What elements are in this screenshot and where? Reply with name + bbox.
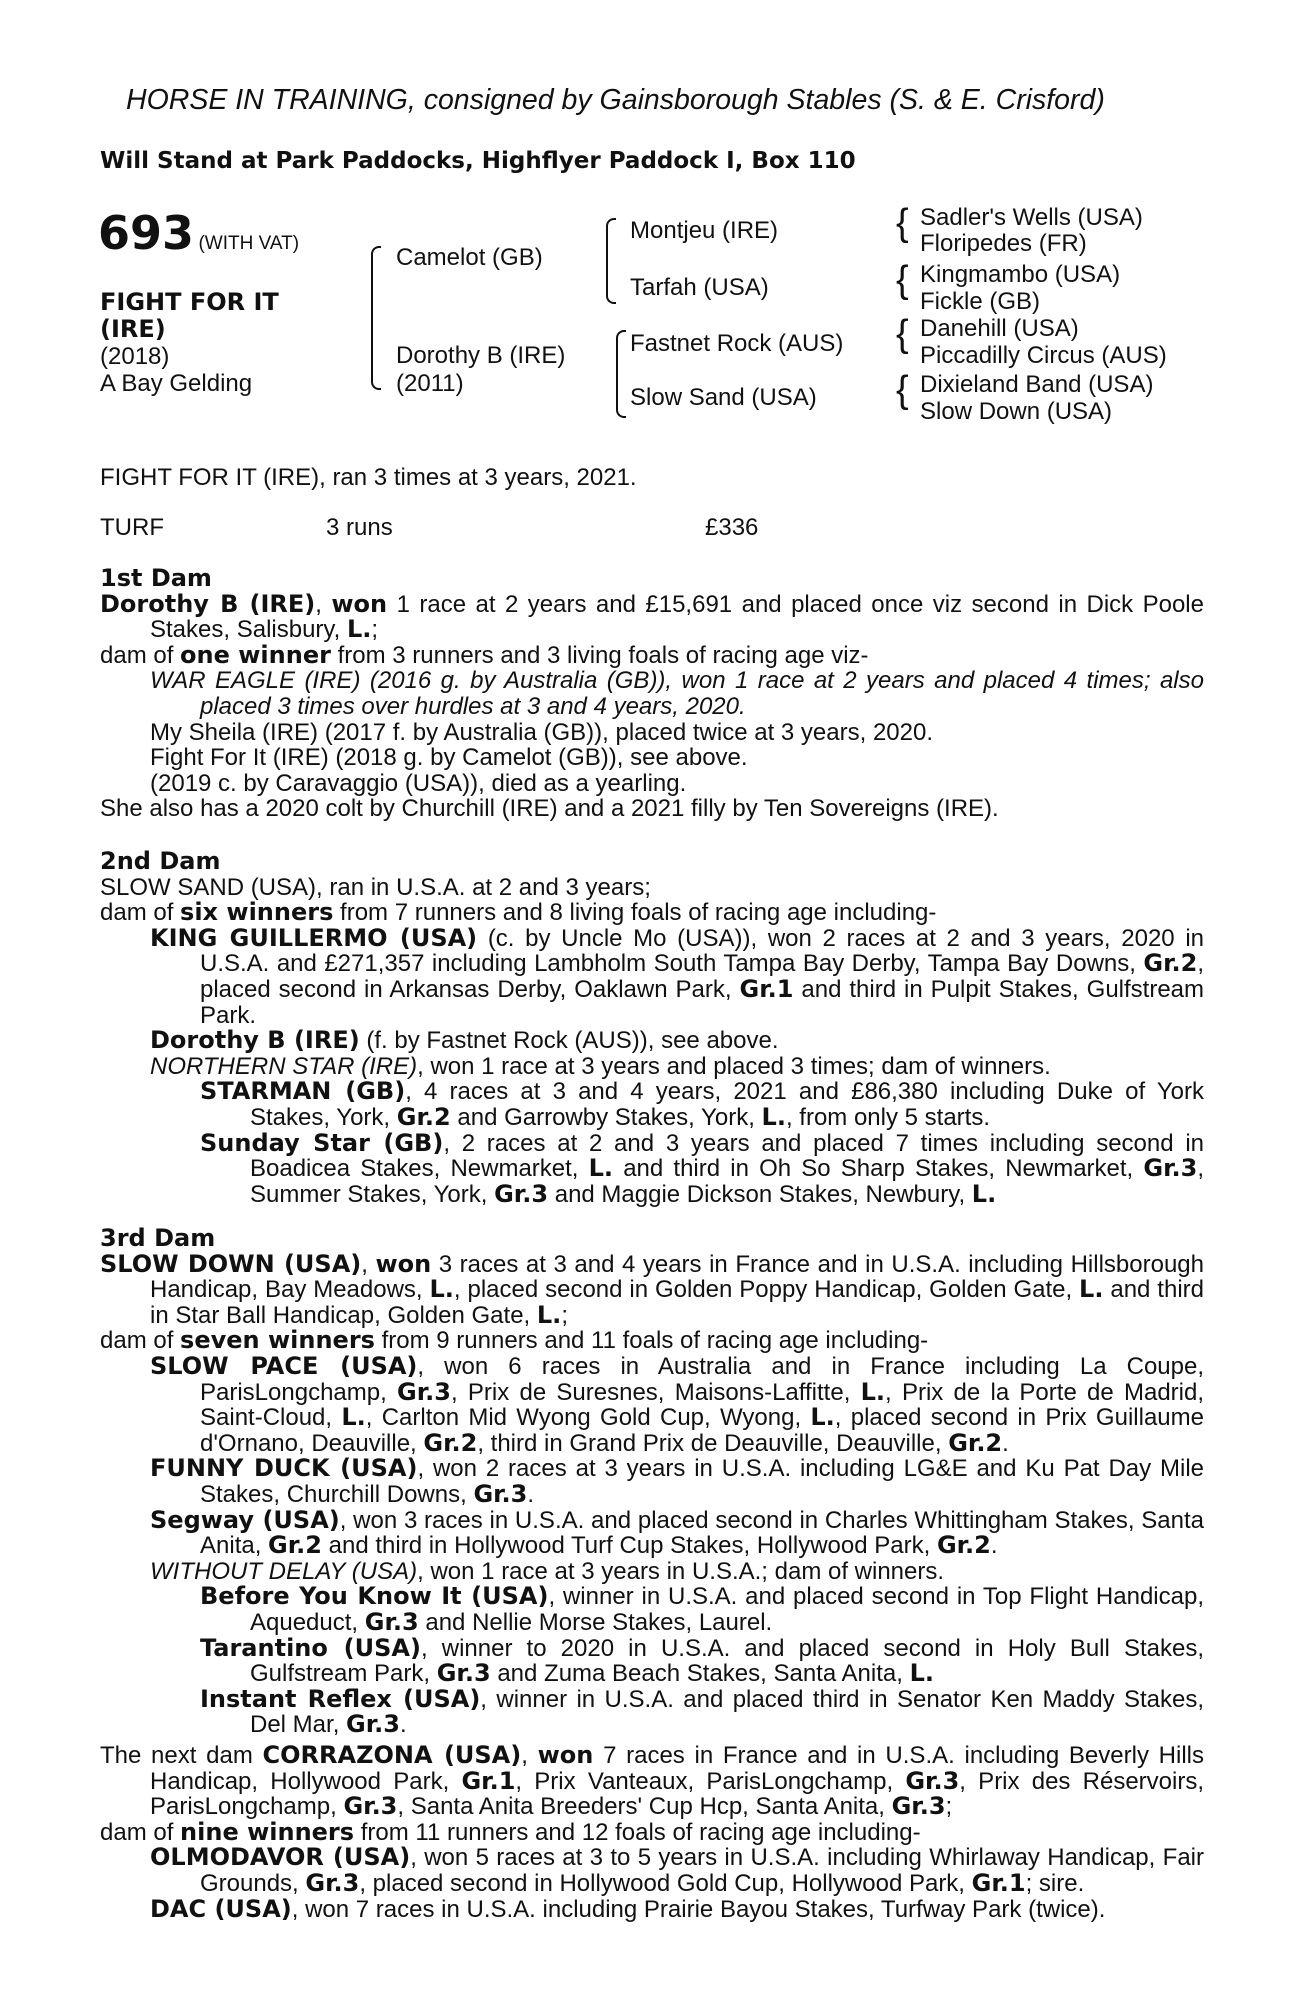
- vat-label: (WITH VAT): [198, 233, 300, 254]
- sunday-star: Sunday Star (GB), 2 races at 2 and 3 years and placed 7 times including second in Boadicea Stakes, Newmarket, L. and third in Oh So Sharp Stakes, Newmarket, Gr.3, Summer Stakes, York, Gr.3 and Maggie Dickson Stakes, Newbury, L.: [200, 1128, 1204, 1208]
- gg1: Sadler's Wells (USA): [920, 204, 1143, 231]
- segway: Segway (USA), won 3 races in U.S.A. and placed second in Charles Whittingham Stakes, Santa Anita, Gr.2 and third in Hollywood Turf Cup Stakes, Hollywood Park, Gr.2.: [150, 1505, 1205, 1560]
- gg5: Danehill (USA): [920, 315, 1079, 342]
- brace-g1: {: [896, 202, 909, 244]
- tarantino: Tarantino (USA), winner to 2020 in U.S.A. and placed second in Holy Bull Stakes, Gulfstream Park, Gr.3 and Zuma Beach Stakes, Santa Anita, L.: [200, 1633, 1204, 1688]
- first-dam-foal-3: Fight For It (IRE) (2018 g. by Camelot (GB)), see above.: [150, 744, 748, 772]
- gg8: Slow Down (USA): [920, 398, 1113, 425]
- brace-g2: {: [896, 259, 909, 301]
- lot-number: 693: [98, 206, 195, 260]
- corrazona: The next dam CORRAZONA (USA), won 7 races in France and in U.S.A. including Beverly Hills Handicap, Hollywood Park, Gr.1, Prix Vanteaux, ParisLongchamp, Gr.3, Prix des Réservoirs, ParisLongchamp, Gr.3, Santa Anita Breeders' Cup Hcp, Santa Anita, Gr.3;: [100, 1741, 1205, 1821]
- first-dam-produce: dam of one winner from 3 runners and 3 living foals of racing age viz-: [100, 640, 869, 669]
- first-dam-foal-1: WAR EAGLE (IRE) (2016 g. by Australia (GB)), won 1 race at 2 years and placed 4 times; also placed 3 times over hurdles at 3 and 4 years, 2020.: [150, 667, 1204, 720]
- dam-dam: Slow Sand (USA): [630, 384, 817, 411]
- king-guillermo: KING GUILLERMO (USA) (c. by Uncle Mo (USA)), won 2 races at 2 and 3 years, 2020 in U.S.A. and £271,357 including Lambholm South Tampa Bay Derby, Tampa Bay Downs, Gr.2, placed second in Arkansas Derby, Oaklawn Park, Gr.1 and third in Pulpit Stakes, Gulfstream Park.: [150, 923, 1205, 1029]
- horse-name-line1: FIGHT FOR IT: [100, 288, 279, 316]
- second-dam-section: [100, 849, 1204, 1207]
- slow-down: SLOW DOWN (USA), won 3 races at 3 and 4 years in France and in U.S.A. including Hillsborough Handicap, Bay Meadows, L., placed second in Golden Poppy Handicap, Golden Gate, L. and third in Star Ball Handicap, Golden Gate, L.;: [100, 1249, 1204, 1329]
- first-dam-record: Dorothy B (IRE), won 1 race at 2 years and £15,691 and placed once viz second in Dick Poole Stakes, Salisbury, L.;: [100, 589, 1204, 644]
- gg4: Fickle (GB): [920, 288, 1040, 315]
- starman: STARMAN (GB), 4 races at 3 and 4 years, 2021 and £86,380 including Duke of York Stakes, York, Gr.2 and Garrowby Stakes, York, L., from only 5 starts.: [200, 1077, 1204, 1131]
- sire-dam: Tarfah (USA): [630, 274, 769, 301]
- record-runs: 3 runs: [326, 514, 393, 541]
- without-delay: WITHOUT DELAY (USA), won 1 race at 3 years in U.S.A.; dam of winners.: [150, 1557, 945, 1585]
- first-dam-heading: 1st Dam: [100, 564, 212, 592]
- page-title: HORSE IN TRAINING, consigned by Gainsborough Stables (S. & E. Crisford): [126, 84, 1105, 116]
- third-dam-produce: dam of seven winners from 9 runners and 11 foals of racing age including-: [100, 1326, 929, 1355]
- dam: Dorothy B (IRE): [396, 342, 566, 369]
- brace-g4: {: [896, 369, 909, 411]
- brace-dam-line-b: [616, 374, 626, 418]
- record-earnings: £336: [705, 514, 759, 541]
- gg6: Piccadilly Circus (AUS): [920, 342, 1167, 369]
- brace-dam: [371, 314, 381, 390]
- gg2: Floripedes (FR): [920, 230, 1087, 257]
- brace-sire: [371, 246, 381, 316]
- sire: Camelot (GB): [396, 244, 543, 271]
- brace-g3: {: [896, 313, 909, 355]
- third-dam-section: [100, 1226, 1204, 1738]
- instant-reflex: Instant Reflex (USA), winner in U.S.A. and placed third in Senator Ken Maddy Stakes, Del Mar, Gr.3.: [200, 1684, 1205, 1739]
- first-dam-section: [100, 566, 1204, 822]
- first-dam-foal-2: My Sheila (IRE) (2017 f. by Australia (GB)), placed twice at 3 years, 2020.: [150, 718, 933, 746]
- gg7: Dixieland Band (USA): [920, 371, 1154, 398]
- northern-star: NORTHERN STAR (IRE), won 1 race at 3 years and placed 3 times; dam of winners.: [150, 1052, 1051, 1080]
- dam-year: (2011): [396, 370, 464, 397]
- horse-name-line2: (IRE): [100, 315, 166, 343]
- before-you-know-it: Before You Know It (USA), winner in U.S.A. and placed second in Top Flight Handicap, Aqueduct, Gr.3 and Nellie Morse Stakes, Laurel.: [200, 1582, 1204, 1636]
- sire-sire: Montjeu (IRE): [630, 217, 779, 244]
- dac: DAC (USA), won 7 races in U.S.A. including Prairie Bayou Stakes, Turfway Park (twice).: [150, 1894, 1106, 1923]
- second-dam-record: SLOW SAND (USA), ran in U.S.A. at 2 and 3 years;: [100, 873, 651, 901]
- slow-pace: SLOW PACE (USA), won 6 races in Australia and in France including La Coupe, ParisLongchamp, Gr.3, Prix de Suresnes, Maisons-Laffitte, L., Prix de la Porte de Madrid, Saint-Cloud, L., Carlton Mid Wyong Gold Cup, Wyong, L., placed second in Prix Guillaume d'Ornano, Deauville, Gr.2, third in Grand Prix de Deauville, Deauville, Gr.2.: [150, 1351, 1205, 1457]
- first-dam-foal-4: (2019 c. by Caravaggio (USA)), died as a yearling.: [150, 769, 687, 797]
- brace-dam-line: [616, 330, 626, 376]
- first-dam-note: She also has a 2020 colt by Churchill (IRE) and a 2021 filly by Ten Sovereigns (IRE).: [100, 795, 999, 823]
- record-summary: FIGHT FOR IT (IRE), ran 3 times at 3 years, 2021.: [100, 464, 637, 491]
- olmodavor: OLMODAVOR (USA), won 5 races at 3 to 5 years in U.S.A. including Whirlaway Handicap, Fair Grounds, Gr.3, placed second in Hollywood Gold Cup, Hollywood Park, Gr.1; sire.: [150, 1843, 1204, 1897]
- record-surface: TURF: [100, 514, 164, 541]
- funny-duck: FUNNY DUCK (USA), won 2 races at 3 years in U.S.A. including LG&E and Ku Pat Day Mile Stakes, Churchill Downs, Gr.3.: [150, 1454, 1204, 1508]
- dorothy-b: Dorothy B (IRE) (f. by Fastnet Rock (AUS)), see above.: [150, 1026, 779, 1055]
- horse-year: (2018): [100, 343, 170, 370]
- dam-sire: Fastnet Rock (AUS): [630, 330, 844, 357]
- next-dam-produce: dam of nine winners from 11 runners and 12 foals of racing age including-: [100, 1817, 921, 1846]
- brace-sire-line: [606, 218, 616, 264]
- gg3: Kingmambo (USA): [920, 261, 1121, 288]
- lot-number-row: [98, 206, 299, 260]
- third-dam-heading: 3rd Dam: [100, 1224, 216, 1252]
- second-dam-heading: 2nd Dam: [100, 847, 221, 875]
- next-dam-section: [100, 1743, 1204, 1922]
- brace-sire-line-b: [606, 262, 616, 304]
- stand-location: Will Stand at Park Paddocks, Highflyer Paddock I, Box 110: [100, 148, 856, 174]
- second-dam-produce: dam of six winners from 7 runners and 8 living foals of racing age including-: [100, 898, 937, 927]
- horse-description: A Bay Gelding: [100, 370, 253, 397]
